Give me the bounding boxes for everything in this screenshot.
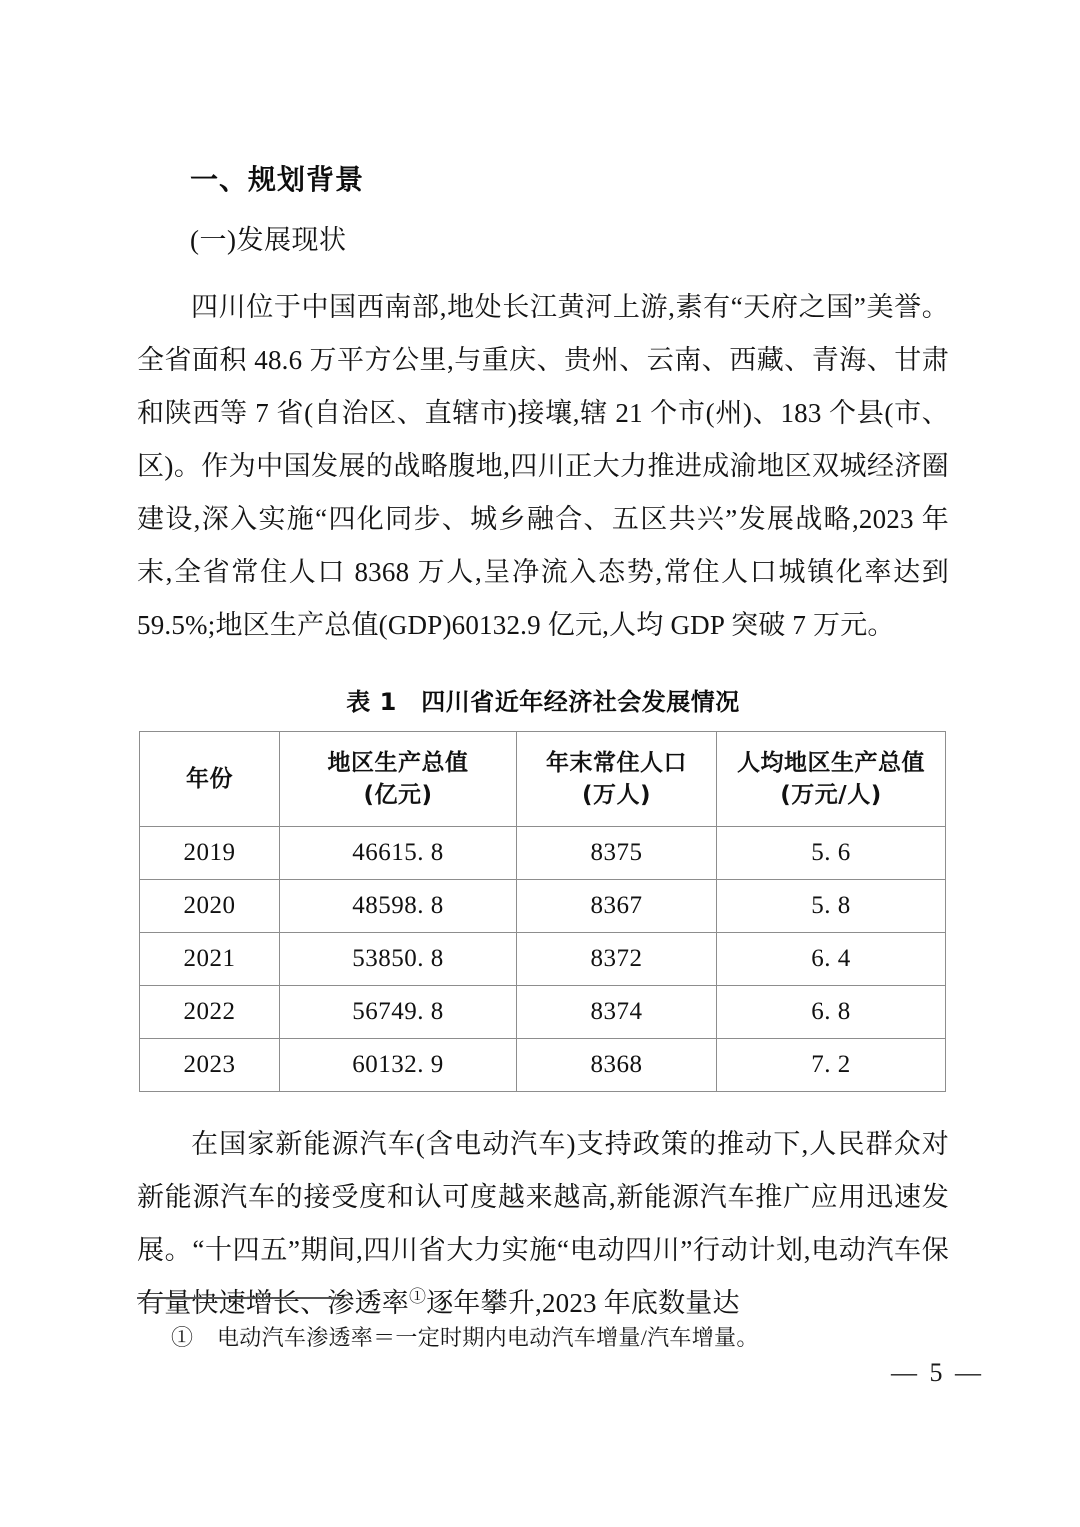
footnote-area [137, 1297, 949, 1354]
cell-population: 8368 [517, 1039, 717, 1092]
cell-per-capita: 5. 6 [717, 827, 946, 880]
header-line-2: (万人) [581, 782, 652, 809]
section-heading: 一、规划背景 [190, 163, 365, 196]
header-line-1: 人均地区生产总值 [737, 750, 925, 777]
cell-population: 8367 [517, 880, 717, 933]
table-row [140, 986, 946, 1039]
column-header-year [140, 732, 280, 827]
table-caption: 表 1 四川省近年经济社会发展情况 [346, 688, 740, 717]
cell-per-capita: 6. 8 [717, 986, 946, 1039]
header-line-1: 年份 [186, 766, 233, 793]
column-header-per-capita [717, 732, 946, 827]
cell-gdp: 53850. 8 [280, 933, 517, 986]
table-section [137, 652, 949, 1092]
cell-gdp: 60132. 9 [280, 1039, 517, 1092]
paragraph-ev-adoption [137, 1092, 949, 1330]
header-line-2: (亿元) [363, 782, 433, 809]
cell-year: 2022 [140, 986, 280, 1039]
page-number: — 5 — [891, 1358, 984, 1387]
cell-per-capita: 5. 8 [717, 880, 946, 933]
cell-year: 2020 [140, 880, 280, 933]
page-content [137, 0, 949, 1330]
footnote-separator-rule [137, 1297, 344, 1299]
cell-population: 8374 [517, 986, 717, 1039]
header-line-2: (万元/人) [780, 782, 882, 809]
footnote-entry [137, 1321, 949, 1354]
cell-per-capita: 6. 4 [717, 933, 946, 986]
paragraph-text-after-footnote-ref: 逐年攀升,2023 年底数量达 [426, 1288, 740, 1319]
header-line-1: 地区生产总值 [327, 750, 469, 777]
footnote-reference-marker[interactable]: ① [409, 1287, 427, 1307]
footnote-text: 电动汽车渗透率＝一定时期内电动汽车增量/汽车增量。 [217, 1325, 759, 1350]
subsection-heading: (一)发展现状 [190, 225, 347, 255]
table-row [140, 933, 946, 986]
economic-indicators-table [139, 731, 946, 1092]
column-header-gdp [280, 732, 517, 827]
cell-gdp: 46615. 8 [280, 827, 517, 880]
table-header-row [140, 732, 946, 827]
cell-year: 2021 [140, 933, 280, 986]
table-row [140, 1039, 946, 1092]
paragraph-text-before-footnote-ref: 在国家新能源汽车(含电动汽车)支持政策的推动下,人民群众对新能源汽车的接受度和认可度越来越高,新能源汽车推广应用迅速发展。“十四五”期间,四川省大力实施“电动四川”行动计划,电动汽车保有量快速增长、渗透率 [137, 1129, 949, 1319]
header-line-1: 年末常住人口 [546, 750, 687, 777]
table-row [140, 880, 946, 933]
cell-year: 2023 [140, 1039, 280, 1092]
cell-gdp: 56749. 8 [280, 986, 517, 1039]
table-row [140, 827, 946, 880]
cell-per-capita: 7. 2 [717, 1039, 946, 1092]
cell-gdp: 48598. 8 [280, 880, 517, 933]
footnote-marker: ① [171, 1325, 194, 1350]
column-header-population [517, 732, 717, 827]
paragraph-development-status: 四川位于中国西南部,地处长江黄河上游,素有“天府之国”美誉。全省面积 48.6 万平方公里,与重庆、贵州、云南、西藏、青海、甘肃和陕西等 7 省(自治区、直辖市)接壤,辖 21 个市(州)、183 个县(市、区)。作为中国发展的战略腹地,四川正大力推进成渝地区双城经济圈建设,深入实施“四化同步、城乡融合、五区共兴”发展战略,2023 年末,全省常住人口 8368 万人,呈净流入态势,常住人口城镇化率达到 59.5%;地区生产总值(GDP)60132.9 亿元,人均 GDP 突破 7 万元。 [137, 292, 949, 641]
cell-year: 2019 [140, 827, 280, 880]
cell-population: 8375 [517, 827, 717, 880]
cell-population: 8372 [517, 933, 717, 986]
